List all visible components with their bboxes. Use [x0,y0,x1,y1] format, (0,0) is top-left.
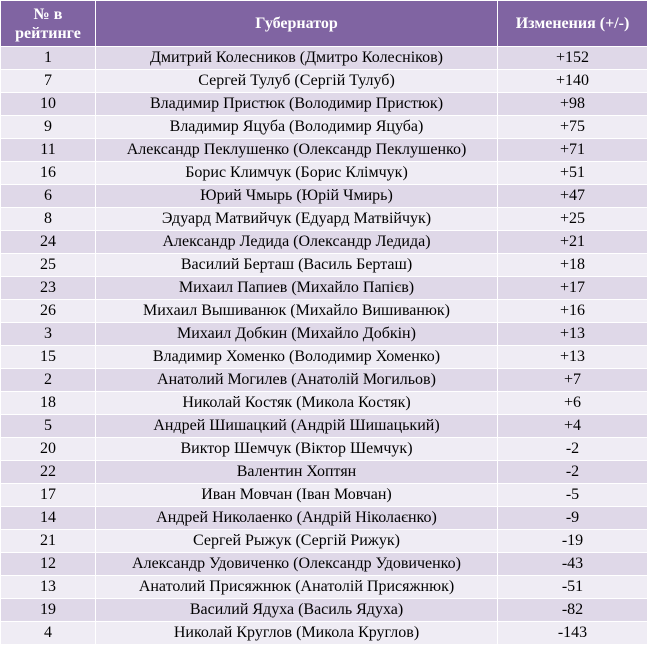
table-row [1,323,647,346]
cell-governor: Николай Круглов (Микола Круглов) [96,622,498,645]
table-row [1,438,647,461]
table-row [1,47,647,70]
header-rank: № в рейтинге [1,1,96,47]
cell-governor: Анатолий Могилев (Анатолій Могильов) [96,369,498,392]
cell-rank: 11 [1,139,96,162]
cell-change: +18 [498,254,647,277]
header-governor: Губернатор [96,1,498,47]
cell-governor: Андрей Шишацкий (Андрій Шишацький) [96,415,498,438]
cell-change: +75 [498,116,647,139]
cell-governor: Борис Климчук (Борис Клімчук) [96,162,498,185]
cell-change: +13 [498,346,647,369]
cell-change: -5 [498,484,647,507]
cell-change: +7 [498,369,647,392]
cell-rank: 8 [1,208,96,231]
cell-governor: Владимир Яцуба (Володимир Яцуба) [96,116,498,139]
cell-change: +98 [498,93,647,116]
cell-governor: Михаил Папиев (Михайло Папієв) [96,277,498,300]
cell-governor: Владимир Пристюк (Володимир Пристюк) [96,93,498,116]
cell-governor: Василий Берташ (Василь Берташ) [96,254,498,277]
cell-rank: 21 [1,530,96,553]
cell-change: +71 [498,139,647,162]
cell-governor: Сергей Тулуб (Сергій Тулуб) [96,70,498,93]
cell-rank: 6 [1,185,96,208]
cell-change: -2 [498,461,647,484]
table-row [1,346,647,369]
table-row [1,392,647,415]
table-row [1,576,647,599]
cell-governor: Анатолий Присяжнюк (Анатолій Присяжнюк) [96,576,498,599]
cell-governor: Михаил Вышиванюк (Михайло Вишиванюк) [96,300,498,323]
table-row [1,484,647,507]
cell-governor: Сергей Рыжук (Сергій Рижук) [96,530,498,553]
cell-governor: Владимир Хоменко (Володимир Хоменко) [96,346,498,369]
cell-rank: 12 [1,553,96,576]
cell-change: -51 [498,576,647,599]
cell-change: +13 [498,323,647,346]
cell-governor: Валентин Хоптян [96,461,498,484]
table-row [1,507,647,530]
cell-governor: Николай Костяк (Микола Костяк) [96,392,498,415]
cell-governor: Юрий Чмырь (Юрій Чмирь) [96,185,498,208]
cell-governor: Александр Пеклушенко (Олександр Пеклушенко) [96,139,498,162]
cell-governor: Дмитрий Колесников (Дмитро Колесніков) [96,47,498,70]
table-row [1,461,647,484]
cell-change: -9 [498,507,647,530]
table-header-row [1,1,647,47]
cell-rank: 4 [1,622,96,645]
cell-rank: 24 [1,231,96,254]
table-row [1,530,647,553]
table-row [1,231,647,254]
cell-change: -43 [498,553,647,576]
cell-change: -2 [498,438,647,461]
cell-rank: 20 [1,438,96,461]
cell-change: +21 [498,231,647,254]
cell-governor: Андрей Николаенко (Андрій Ніколаєнко) [96,507,498,530]
cell-change: +25 [498,208,647,231]
cell-rank: 3 [1,323,96,346]
table-row [1,162,647,185]
cell-rank: 17 [1,484,96,507]
cell-rank: 7 [1,70,96,93]
cell-rank: 5 [1,415,96,438]
cell-rank: 1 [1,47,96,70]
cell-governor: Василий Ядуха (Василь Ядуха) [96,599,498,622]
cell-change: +47 [498,185,647,208]
table-row [1,139,647,162]
cell-rank: 23 [1,277,96,300]
cell-change: +152 [498,47,647,70]
cell-governor: Виктор Шемчук (Віктор Шемчук) [96,438,498,461]
cell-rank: 25 [1,254,96,277]
header-change: Изменения (+/-) [498,1,647,47]
cell-rank: 15 [1,346,96,369]
cell-rank: 14 [1,507,96,530]
table-row [1,70,647,93]
table-row [1,208,647,231]
table-row [1,622,647,645]
cell-change: +17 [498,277,647,300]
table-row [1,300,647,323]
table-row [1,415,647,438]
cell-governor: Михаил Добкин (Михайло Добкін) [96,323,498,346]
table-row [1,185,647,208]
cell-change: +16 [498,300,647,323]
table-row [1,116,647,139]
cell-rank: 16 [1,162,96,185]
cell-governor: Иван Мовчан (Іван Мовчан) [96,484,498,507]
table-row [1,553,647,576]
cell-rank: 19 [1,599,96,622]
cell-change: -143 [498,622,647,645]
cell-governor: Александр Удовиченко (Олександр Удовиченко) [96,553,498,576]
table-row [1,599,647,622]
cell-rank: 26 [1,300,96,323]
cell-rank: 2 [1,369,96,392]
table-row [1,369,647,392]
cell-rank: 13 [1,576,96,599]
cell-change: -82 [498,599,647,622]
table-body [1,47,647,645]
table-row [1,93,647,116]
cell-governor: Эдуард Матвийчук (Едуард Матвійчук) [96,208,498,231]
cell-change: +4 [498,415,647,438]
cell-rank: 18 [1,392,96,415]
table-row [1,254,647,277]
cell-rank: 9 [1,116,96,139]
cell-change: +6 [498,392,647,415]
cell-rank: 22 [1,461,96,484]
cell-governor: Александр Ледида (Олександр Ледида) [96,231,498,254]
table-row [1,277,647,300]
cell-rank: 10 [1,93,96,116]
cell-change: +51 [498,162,647,185]
cell-change: -19 [498,530,647,553]
cell-change: +140 [498,70,647,93]
